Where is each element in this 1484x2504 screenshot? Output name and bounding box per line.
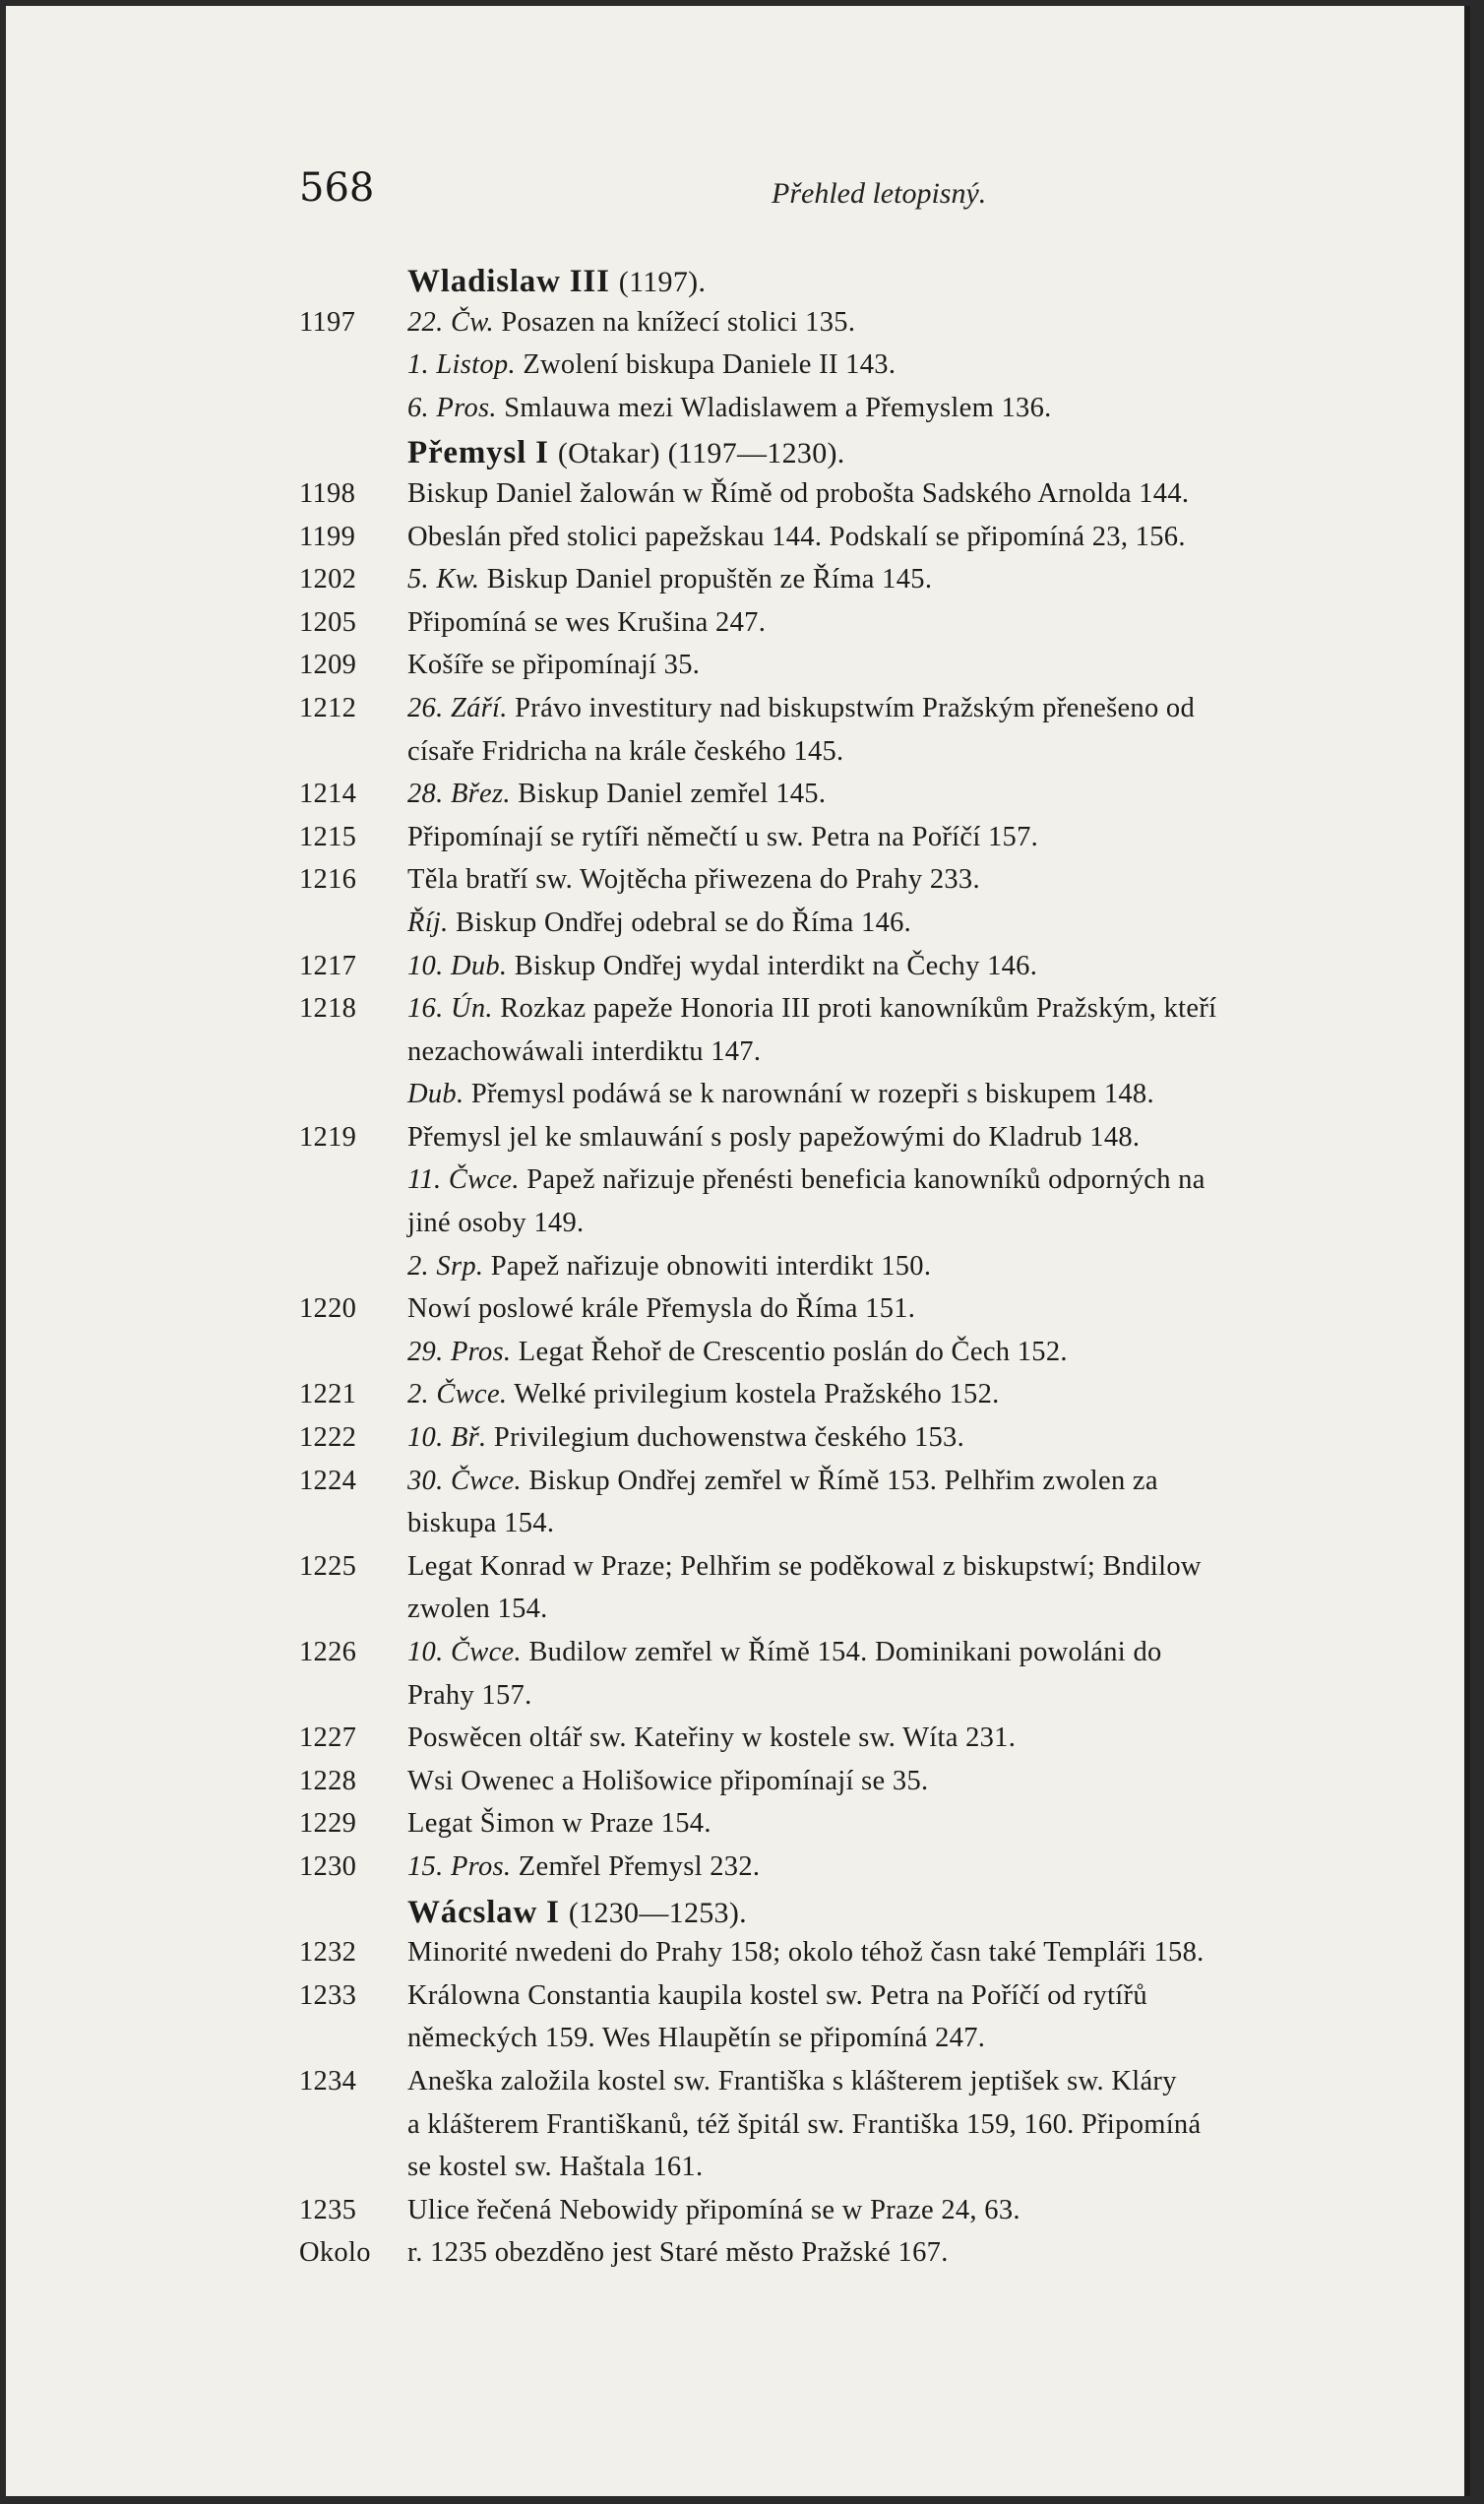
entry-content: Posazen na knížecí stolici 135.	[501, 306, 856, 338]
entry-text	[407, 564, 932, 595]
entry-text	[407, 736, 843, 768]
entry-text	[407, 307, 855, 339]
entry-content: Nowí poslowé krále Přemysla do Říma 151.	[407, 1293, 916, 1325]
chronology-row	[299, 904, 1439, 947]
entry-content: biskupa 154.	[407, 1508, 555, 1539]
chronology-row	[299, 1676, 1439, 1720]
entry-text	[407, 779, 826, 810]
entry-text	[407, 435, 845, 471]
entry-year: Okolo	[299, 2237, 371, 2269]
chronology-row	[299, 775, 1439, 818]
entry-date: 10. Dub.	[407, 950, 508, 981]
entry-text	[407, 1251, 931, 1283]
chronology-row	[299, 1375, 1439, 1418]
entry-year: 1209	[299, 650, 357, 681]
reign-heading	[299, 431, 1439, 474]
entry-text	[407, 822, 1038, 853]
entry-text	[407, 650, 700, 681]
entry-year: 1217	[299, 950, 357, 981]
entry-year: 1224	[299, 1465, 357, 1496]
chronology-row	[299, 2233, 1439, 2277]
chronology-row	[299, 1204, 1439, 1247]
chronology-row	[299, 1462, 1439, 1505]
entry-date: 11. Čwce.	[407, 1164, 520, 1196]
entry-text	[407, 908, 911, 939]
entry-date: 1. Listop.	[407, 349, 516, 381]
chronology-row	[299, 2062, 1439, 2105]
entry-text	[407, 1508, 554, 1539]
entry-text	[407, 2109, 1201, 2141]
chronology-row	[299, 1976, 1439, 2020]
entry-text	[407, 393, 1052, 424]
entry-date: 22. Čw.	[407, 306, 494, 338]
entry-text	[407, 1895, 747, 1931]
entry-content: Minorité nwedeni do Prahy 158; okolo téhož časn také Templáři 158.	[407, 1937, 1205, 1969]
chronology-row	[299, 603, 1439, 647]
entry-text	[407, 1466, 1158, 1497]
book-page	[6, 6, 1470, 2496]
chronology-row	[299, 1590, 1439, 1633]
entry-text	[407, 1164, 1206, 1196]
entry-content: Budilow zemřel w Římě 154. Dominikani powoláni do	[528, 1637, 1162, 1667]
entry-year: 1216	[299, 864, 357, 896]
entry-content: Králowna Constantia kaupila kostel sw. Petra na Poříčí od rytířů	[407, 1979, 1147, 2011]
entry-text	[407, 2023, 985, 2054]
reign-heading	[299, 1891, 1439, 1934]
chronology-row	[299, 689, 1439, 732]
entry-year: 1229	[299, 1808, 357, 1840]
chronology-row	[299, 1933, 1439, 1976]
entry-year: 1219	[299, 1121, 357, 1153]
entry-year: 1230	[299, 1850, 357, 1882]
entry-content: Aneška založila kostel sw. Františka s klášterem jeptišek sw. Kláry	[407, 2065, 1177, 2097]
chronology-row	[299, 1118, 1439, 1161]
entry-content: a klášterem Františkanů, též špitál sw. Františka 159, 160. Připomíná	[407, 2108, 1202, 2140]
chronology-row	[299, 2019, 1439, 2062]
entry-date: 15. Pros.	[407, 1850, 512, 1882]
entry-content: jiné osoby 149.	[407, 1208, 585, 1239]
entry-content: Biskup Ondřej wydal interdikt na Čechy 146.	[514, 950, 1038, 981]
entry-year: 1228	[299, 1765, 357, 1796]
entry-content: Legat Konrad w Praze; Pelhřim se poděkowal z biskupstwí; Bndilow	[407, 1550, 1202, 1582]
entry-content: nezachowáwali interdiktu 147.	[407, 1035, 762, 1067]
entry-date: 30. Čwce.	[407, 1465, 522, 1496]
chronology-row	[299, 1075, 1439, 1118]
entry-content: Wsi Owenec a Holišowice připomínají se 35.	[407, 1765, 929, 1796]
entry-content: Právo investitury nad biskupstwím Pražským přenešeno od	[515, 692, 1196, 723]
chronology-row	[299, 1719, 1439, 1762]
entry-content: Zemřel Přemysl 232.	[518, 1850, 761, 1882]
chronology-entries	[299, 260, 1439, 2277]
chronology-row	[299, 646, 1439, 689]
entry-text	[407, 1208, 584, 1239]
entry-text	[407, 864, 980, 896]
entry-content: Welké privilegium kostela Pražského 152.	[514, 1379, 1000, 1410]
entry-content: Biskup Ondřej zemřel w Římě 153. Pelhřim zwolen za	[528, 1465, 1158, 1496]
entry-text	[407, 693, 1195, 724]
entry-content: Biskup Ondřej odebral se do Říma 146.	[456, 907, 912, 938]
entry-text	[407, 1122, 1140, 1154]
chronology-row	[299, 989, 1439, 1033]
entry-text	[407, 1980, 1147, 2012]
chronology-row	[299, 1633, 1439, 1676]
chronology-row	[299, 1504, 1439, 1547]
chronology-row	[299, 389, 1439, 432]
entry-year: 1222	[299, 1422, 357, 1454]
entry-text	[407, 264, 706, 300]
entry-content: Zwolení biskupa Daniele II 143.	[523, 349, 897, 381]
chronology-row	[299, 2105, 1439, 2149]
entry-text	[407, 951, 1037, 982]
chronology-row	[299, 1804, 1439, 1847]
chronology-row	[299, 1847, 1439, 1891]
entry-content: zwolen 154.	[407, 1594, 548, 1625]
entry-year: 1212	[299, 692, 357, 723]
entry-text	[407, 1551, 1202, 1583]
chronology-row	[299, 1033, 1439, 1076]
entry-year: 1197	[299, 306, 356, 338]
entry-date: 16. Ún.	[407, 993, 493, 1025]
reign-period: (1230—1253).	[568, 1896, 747, 1929]
entry-text	[407, 1851, 760, 1883]
reign-heading	[299, 260, 1439, 303]
chronology-row	[299, 345, 1439, 389]
entry-text	[407, 2152, 703, 2183]
entry-text	[407, 1808, 711, 1840]
chronology-row	[299, 860, 1439, 904]
entry-content: Biskup Daniel žalowán w Římě od probošta Sadského Arnolda 144.	[407, 477, 1190, 509]
entry-content: Papež nařizuje obnowiti interdikt 150.	[490, 1250, 932, 1282]
entry-year: 1233	[299, 1979, 357, 2011]
chronology-row	[299, 2148, 1439, 2191]
entry-text	[407, 1337, 1068, 1368]
chronology-row	[299, 1333, 1439, 1376]
entry-date: 29. Pros.	[407, 1336, 512, 1367]
entry-content: Těla bratří sw. Wojtěcha přiwezena do Prahy 233.	[407, 864, 980, 896]
entry-year: 1234	[299, 2065, 357, 2097]
entry-year: 1226	[299, 1637, 357, 1667]
entry-year: 1221	[299, 1379, 357, 1410]
entry-year: 1232	[299, 1937, 357, 1969]
entry-date: 28. Břez.	[407, 779, 511, 810]
chronology-row	[299, 518, 1439, 561]
entry-content: Smlauwa mezi Wladislawem a Přemyslem 136.	[504, 392, 1052, 423]
entry-date: 6. Pros.	[407, 392, 497, 423]
ruler-name: Přemysl I	[407, 435, 549, 471]
entry-content: Připomínají se rytíři němečtí u sw. Petra na Poříčí 157.	[407, 821, 1039, 852]
entry-text	[407, 1637, 1162, 1668]
entry-date: Říj.	[407, 907, 449, 938]
entry-content: německých 159. Wes Hlaupětín se připomíná 247.	[407, 2023, 986, 2054]
entry-content: se kostel sw. Haštala 161.	[407, 2152, 704, 2183]
chronology-row	[299, 474, 1439, 518]
entry-text	[407, 2195, 1020, 2226]
chronology-row	[299, 303, 1439, 346]
entry-year: 1235	[299, 2194, 357, 2225]
chronology-row	[299, 1289, 1439, 1333]
entry-text	[407, 1937, 1205, 1969]
entry-year: 1225	[299, 1550, 357, 1582]
entry-content: Legat Šimon w Praze 154.	[407, 1808, 711, 1840]
entry-text	[407, 1422, 964, 1454]
chronology-row	[299, 732, 1439, 776]
chronology-row	[299, 1247, 1439, 1290]
ruler-name: Wladislaw III	[407, 264, 610, 299]
entry-content: Biskup Daniel zemřel 145.	[518, 779, 827, 810]
entry-content: Poswěcen oltář sw. Kateřiny w kostele sw. Wíta 231.	[407, 1722, 1017, 1754]
entry-date: Dub.	[407, 1079, 464, 1110]
entry-text	[407, 522, 1186, 553]
entry-content: Připomíná se wes Krušina 247.	[407, 606, 767, 638]
entry-content: Přemysl podáwá se k narownání w rozepři s biskupem 148.	[470, 1079, 1154, 1110]
entry-content: císaře Fridricha na krále českého 145.	[407, 735, 844, 767]
entry-text	[407, 1594, 548, 1625]
entry-date: 2. Srp.	[407, 1250, 484, 1282]
entry-content: Přemysl jel ke smlauwání s posly papežowými do Kladrub 148.	[407, 1121, 1141, 1153]
entry-text	[407, 1293, 915, 1325]
chronology-row	[299, 560, 1439, 603]
entry-text	[407, 2066, 1177, 2097]
entry-year: 1198	[299, 477, 356, 509]
chronology-row	[299, 1547, 1439, 1591]
entry-text	[407, 2237, 949, 2269]
entry-content: Papež nařizuje přenésti beneficia kanowníků odporných na	[526, 1164, 1206, 1196]
entry-year: 1220	[299, 1293, 357, 1325]
page-header	[299, 165, 1431, 224]
entry-date: 2. Čwce.	[407, 1379, 508, 1410]
entry-content: Ulice řečená Nebowidy připomíná se w Praze 24, 63.	[407, 2194, 1020, 2225]
entry-date: 5. Kw.	[407, 564, 480, 595]
entry-text	[407, 993, 1216, 1025]
chronology-row	[299, 1762, 1439, 1805]
entry-year: 1205	[299, 606, 357, 638]
reign-period: (1197).	[618, 266, 707, 298]
entry-content: Legat Řehoř de Crescentio poslán do Čech 152.	[518, 1336, 1068, 1367]
reign-period: (Otakar) (1197—1230).	[557, 437, 845, 470]
entry-text	[407, 1379, 1000, 1410]
entry-content: Obeslán před stolici papežskau 144. Podskalí se připomíná 23, 156.	[407, 521, 1186, 552]
entry-date: 10. Čwce.	[407, 1637, 522, 1667]
chronology-row	[299, 818, 1439, 861]
entry-content: Košíře se připomínají 35.	[407, 650, 701, 681]
entry-year: 1218	[299, 993, 357, 1025]
entry-text	[407, 1680, 532, 1712]
entry-year: 1199	[299, 521, 356, 552]
page-number: 568	[299, 165, 375, 211]
chronology-row	[299, 2191, 1439, 2234]
entry-content: r. 1235 obezděno jest Staré město Pražské 167.	[407, 2237, 949, 2269]
entry-text	[407, 349, 896, 381]
entry-content: Rozkaz papeže Honoria III proti kanowníkům Pražským, kteří	[500, 993, 1217, 1025]
running-title: Přehled letopisný.	[772, 177, 987, 210]
chronology-row	[299, 1418, 1439, 1462]
entry-text	[407, 1079, 1154, 1110]
entry-year: 1227	[299, 1722, 357, 1754]
entry-year: 1202	[299, 564, 357, 595]
chronology-row	[299, 947, 1439, 990]
entry-content: Privilegium duchowenstwa českého 153.	[493, 1422, 965, 1454]
entry-date: 10. Bř.	[407, 1422, 487, 1454]
entry-year: 1214	[299, 779, 357, 810]
entry-year: 1215	[299, 821, 357, 852]
entry-content: Biskup Daniel propuštěn ze Říma 145.	[486, 564, 933, 595]
entry-text	[407, 1036, 761, 1068]
entry-date: 26. Září.	[407, 692, 508, 723]
entry-text	[407, 607, 766, 639]
entry-text	[407, 1766, 928, 1797]
entry-text	[407, 1722, 1016, 1754]
entry-text	[407, 478, 1189, 510]
entry-content: Prahy 157.	[407, 1679, 532, 1711]
chronology-row	[299, 1160, 1439, 1204]
ruler-name: Wácslaw I	[407, 1894, 560, 1930]
